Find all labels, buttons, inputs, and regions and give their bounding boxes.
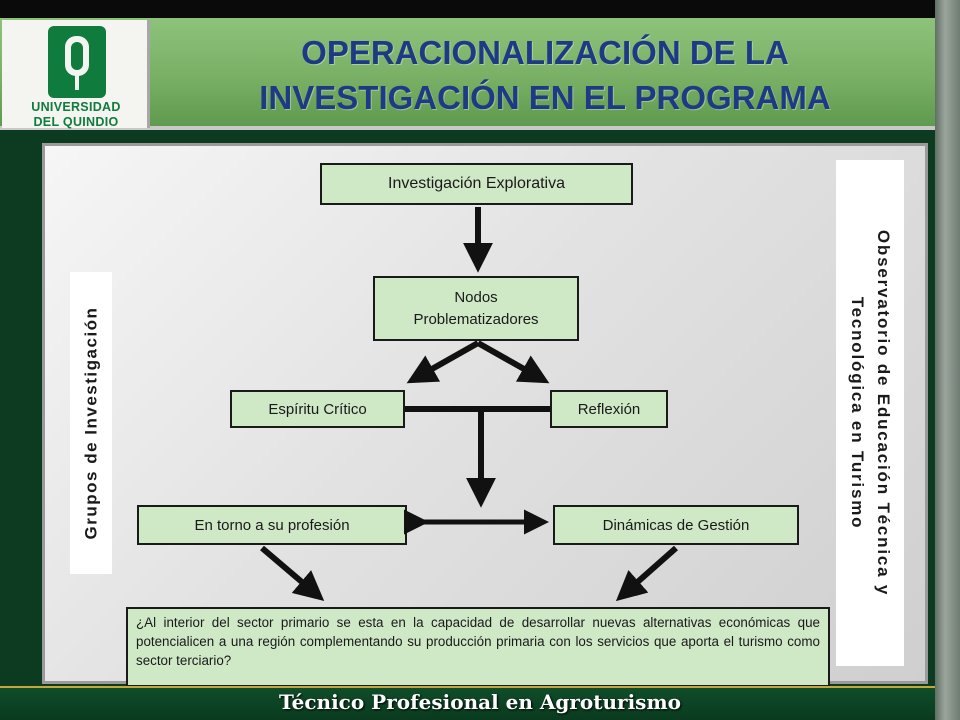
right-side-label-line1: Observatorio de Educación Técnica y xyxy=(874,229,893,597)
right-side-label-text xyxy=(844,230,896,596)
diagram-panel xyxy=(42,143,928,684)
en-torno-profesion-box: En torno a su profesión xyxy=(137,505,407,545)
university-emblem-icon xyxy=(48,26,106,98)
investigacion-explorativa-box: Investigación Explorativa xyxy=(320,163,633,205)
dinamicas-gestion-box: Dinámicas de Gestión xyxy=(553,505,799,545)
nodos-problematizadores-box: Nodos Problematizadores xyxy=(373,276,579,341)
page-title xyxy=(160,30,930,122)
right-edge-bar xyxy=(935,0,960,720)
left-side-label xyxy=(70,272,112,574)
footer-title: Técnico Profesional en Agroturismo xyxy=(279,690,681,714)
reflexion-box: Reflexión xyxy=(550,390,668,428)
logo-text-line2: DEL QUINDIO xyxy=(33,115,119,129)
left-side-label-text: Grupos de Investigación xyxy=(81,306,100,540)
title-line2: INVESTIGACIÓN EN EL PROGRAMA xyxy=(259,79,831,116)
title-line1: OPERACIONALIZACIÓN DE LA xyxy=(301,34,789,71)
university-logo xyxy=(2,20,150,128)
right-side-label xyxy=(836,160,904,666)
top-bar xyxy=(0,0,960,18)
logo-text-line1: UNIVERSIDAD xyxy=(31,100,121,114)
right-side-label-line2: Tecnológica en Turismo xyxy=(848,296,867,530)
espiritu-critico-box: Espíritu Crítico xyxy=(230,390,405,428)
research-question-box: ¿Al interior del sector primario se esta en la capacidad de desarrollar nuevas alternativas económicas que potencialicen a una región complementando su producción primaria con los servicios que aporta el turismo como sector terciario? xyxy=(126,607,830,687)
